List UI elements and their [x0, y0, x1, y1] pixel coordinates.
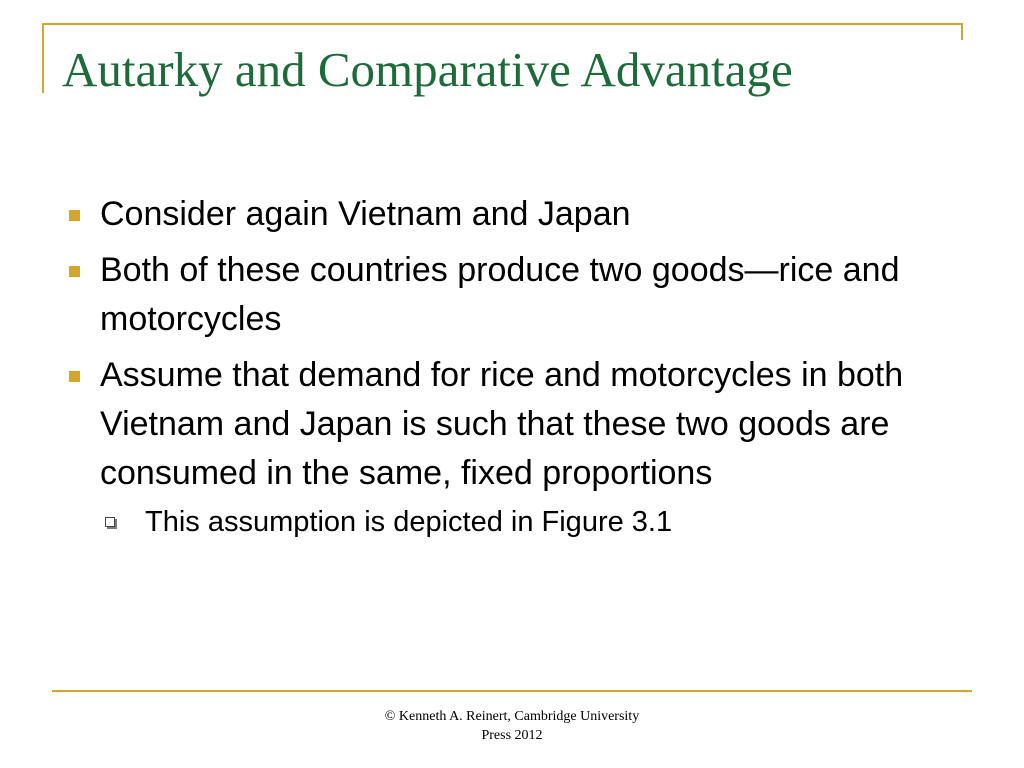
- copyright-footer: [342, 707, 682, 745]
- hollow-square-bullet-icon: [105, 517, 115, 527]
- slide-title: Autarky and Comparative Advantage: [62, 42, 793, 97]
- bullet-text: Both of these countries produce two goods—rice and motorcycles: [100, 251, 900, 338]
- bullet-list: [62, 190, 962, 549]
- footer-line-2: Press 2012: [481, 728, 543, 743]
- frame-right-rule: [961, 23, 963, 40]
- bullet-text: Consider again Vietnam and Japan: [100, 195, 631, 233]
- square-bullet-icon: [69, 371, 80, 382]
- sub-bullet-list: [100, 502, 962, 542]
- footer-line-1: © Kenneth A. Reinert, Cambridge University: [384, 709, 640, 724]
- sub-bullet-text: This assumption is depicted in Figure 3.1: [145, 506, 673, 538]
- bullet-item: [62, 190, 962, 239]
- square-bullet-icon: [69, 210, 80, 221]
- bullet-text: Assume that demand for rice and motorcycles in both Vietnam and Japan is such that these two goods are consumed in the same, fixed proportions: [100, 356, 904, 492]
- bullet-item: [62, 351, 962, 542]
- bullet-item: [62, 246, 962, 344]
- frame-left-rule: [42, 23, 44, 93]
- square-bullet-icon: [69, 266, 80, 277]
- footer-rule: [52, 690, 972, 692]
- frame-top-rule: [42, 23, 963, 25]
- sub-bullet-item: [100, 502, 962, 542]
